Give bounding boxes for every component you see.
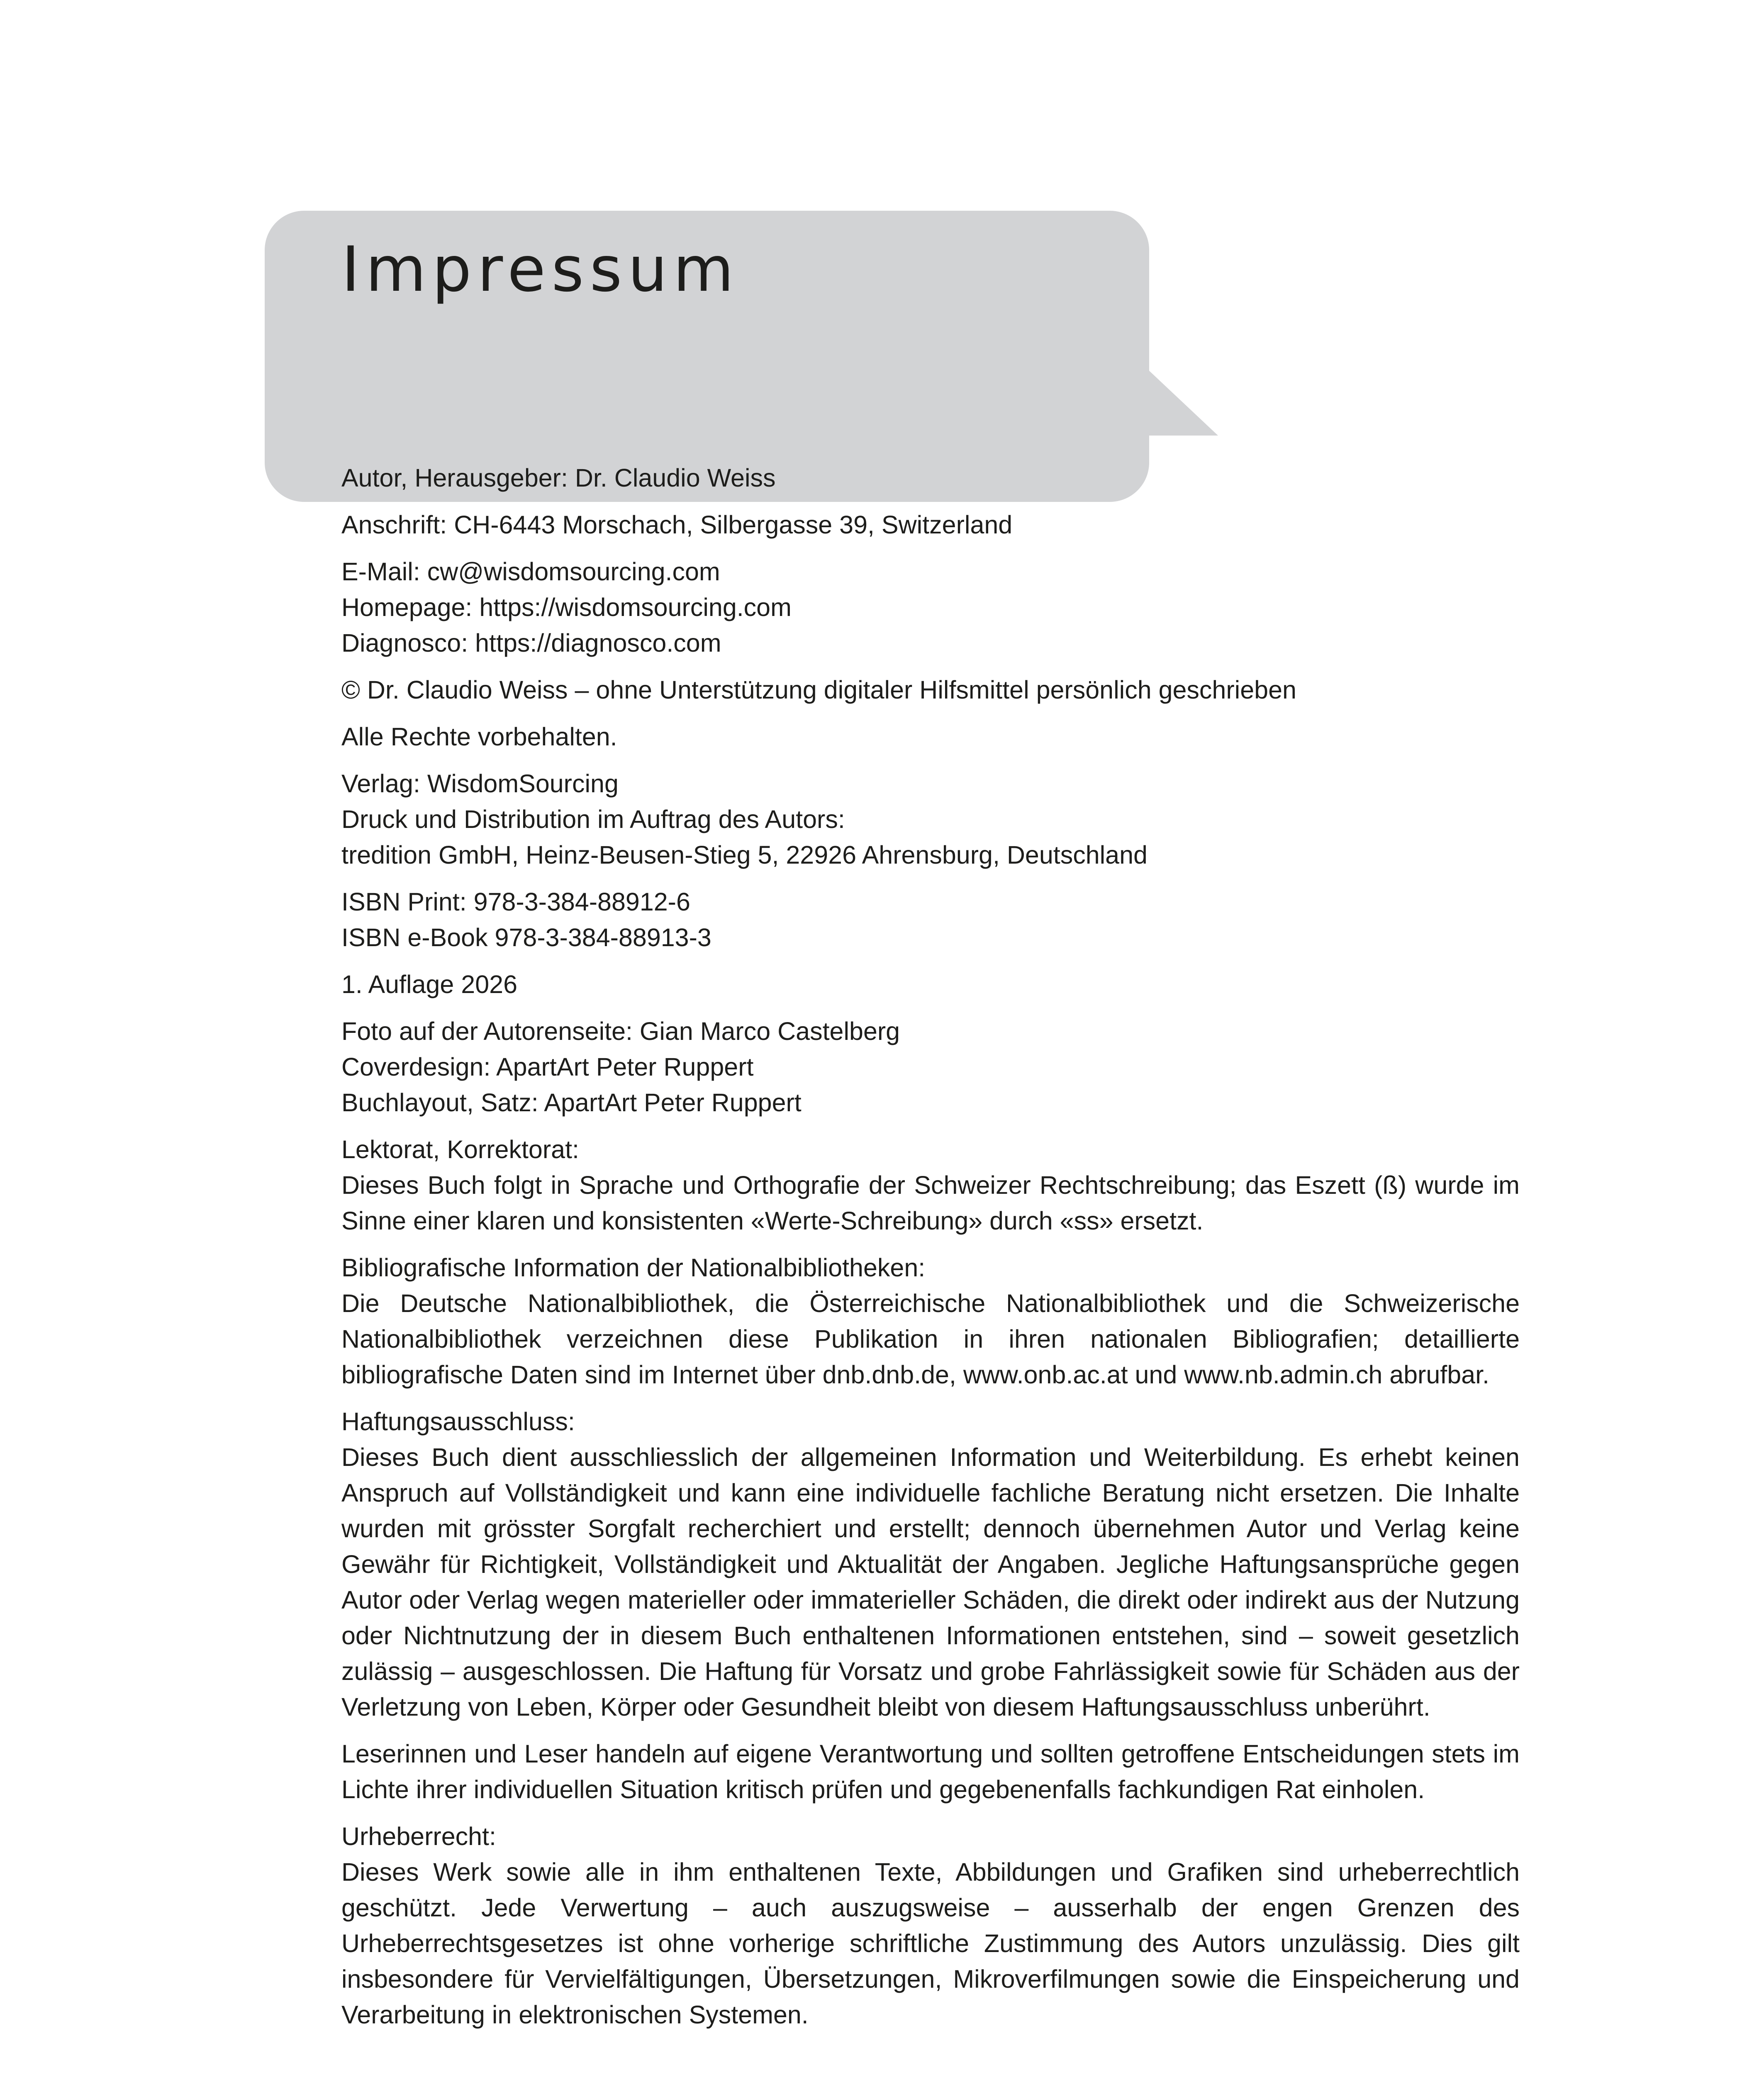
readers-block: [341, 1736, 1520, 1807]
edition-line: 1. Auflage 2026: [341, 970, 517, 998]
biblio-text: Die Deutsche Nationalbibliothek, die Österreichische Nationalbibliothek und die Schweizerische Nationalbibliothek verzeichnen diese Publikation in ihren nationalen Bibliografien; detaillierte bibliografische Daten sind im Internet über dnb.dnb.de, www.onb.ac.at und www.nb.admin.ch abrufbar.: [341, 1289, 1520, 1389]
liability-block: [341, 1404, 1520, 1725]
rights-block: [341, 719, 1520, 755]
page-title: Impressum: [341, 234, 740, 306]
contact-block: [341, 554, 1520, 661]
cover-credit: Coverdesign: ApartArt Peter Ruppert: [341, 1053, 754, 1081]
publisher-block: [341, 766, 1520, 873]
credits-block: [341, 1013, 1520, 1120]
biblio-block: [341, 1250, 1520, 1392]
liability-heading: Haftungsausschluss:: [341, 1407, 575, 1436]
editing-heading: Lektorat, Korrektorat:: [341, 1135, 579, 1164]
layout-credit: Buchlayout, Satz: ApartArt Peter Ruppert: [341, 1088, 802, 1117]
liability-text: Dieses Buch dient ausschliesslich der allgemeinen Information und Weiterbildung. Es erhebt keinen Anspruch auf Vollständigkeit und kann eine individuelle fachliche Beratung nicht ersetzen. Die Inhalte wurden mit grösster Sorgfalt recherchiert und erstellt; dennoch übernehmen Autor und Verlag keine Gewähr für Richtigkeit, Vollständigkeit und Aktualität der Angaben. Jegliche Haftungsansprüche gegen Autor oder Verlag wegen materieller oder immaterieller Schäden, die direkt oder indirekt aus der Nutzung oder Nichtnutzung der in diesem Buch enthaltenen Informationen entstehen, sind – soweit gesetzlich zulässig – ausgeschlossen. Die Haftung für Vorsatz und grobe Fahrlässigkeit sowie für Schäden aus der Verletzung von Leben, Körper oder Gesundheit bleibt von diesem Haftungsausschluss unberührt.: [341, 1443, 1520, 1721]
readers-text: Leserinnen und Leser handeln auf eigene Verantwortung und sollten getroffene Entscheidungen stets im Lichte ihrer individuellen Situation kritisch prüfen und gegebenenfalls fachkundigen Rat einholen.: [341, 1740, 1520, 1804]
isbn-print: ISBN Print: 978-3-384-88912-6: [341, 888, 690, 916]
address-block: [341, 507, 1520, 543]
address-line: Anschrift: CH-6443 Morschach, Silbergasse 39, Switzerland: [341, 511, 1013, 539]
copyright-notice: © Dr. Claudio Weiss – ohne Unterstützung digitaler Hilfsmittel persönlich geschrieben: [341, 676, 1296, 704]
author-block: [341, 460, 1520, 496]
distribution-address: tredition GmbH, Heinz-Beusen-Stieg 5, 22926 Ahrensburg, Deutschland: [341, 841, 1148, 869]
editing-block: [341, 1132, 1520, 1239]
photo-credit: Foto auf der Autorenseite: Gian Marco Castelberg: [341, 1017, 900, 1045]
biblio-heading: Bibliografische Information der Nationalbibliotheken:: [341, 1254, 926, 1282]
isbn-ebook: ISBN e-Book 978-3-384-88913-3: [341, 923, 711, 952]
imprint-content: [341, 460, 1520, 2044]
email-line: E-Mail: cw@wisdomsourcing.com: [341, 557, 720, 586]
distribution-label: Druck und Distribution im Auftrag des Autors:: [341, 805, 845, 833]
edition-block: [341, 966, 1520, 1002]
rights-notice: Alle Rechte vorbehalten.: [341, 723, 617, 751]
copyright-law-block: [341, 1818, 1520, 2033]
copyright-heading: Urheberrecht:: [341, 1822, 496, 1850]
diagnosco-line: Diagnosco: https://diagnosco.com: [341, 629, 721, 657]
author-line: Autor, Herausgeber: Dr. Claudio Weiss: [341, 464, 776, 492]
homepage-line: Homepage: https://wisdomsourcing.com: [341, 593, 792, 621]
bubble-tail: [1148, 369, 1218, 436]
isbn-block: [341, 884, 1520, 955]
publisher-line: Verlag: WisdomSourcing: [341, 769, 619, 798]
editing-text: Dieses Buch folgt in Sprache und Orthografie der Schweizer Rechtschreibung; das Eszett (ß) wurde im Sinne einer klaren und konsistenten «Werte-Schreibung» durch «ss» ersetzt.: [341, 1171, 1520, 1235]
copyright-text: Dieses Werk sowie alle in ihm enthaltenen Texte, Abbildungen und Grafiken sind urheberrechtlich geschützt. Jede Verwertung – auch auszugsweise – ausserhalb der engen Grenzen des Urheberrechtsgesetzes ist ohne vorherige schriftliche Zustimmung des Autors unzulässig. Dies gilt insbesondere für Vervielfältigungen, Übersetzungen, Mikroverfilmungen sowie die Einspeicherung und Verarbeitung in elektronischen Systemen.: [341, 1858, 1520, 2029]
copyright-notice-block: [341, 672, 1520, 708]
